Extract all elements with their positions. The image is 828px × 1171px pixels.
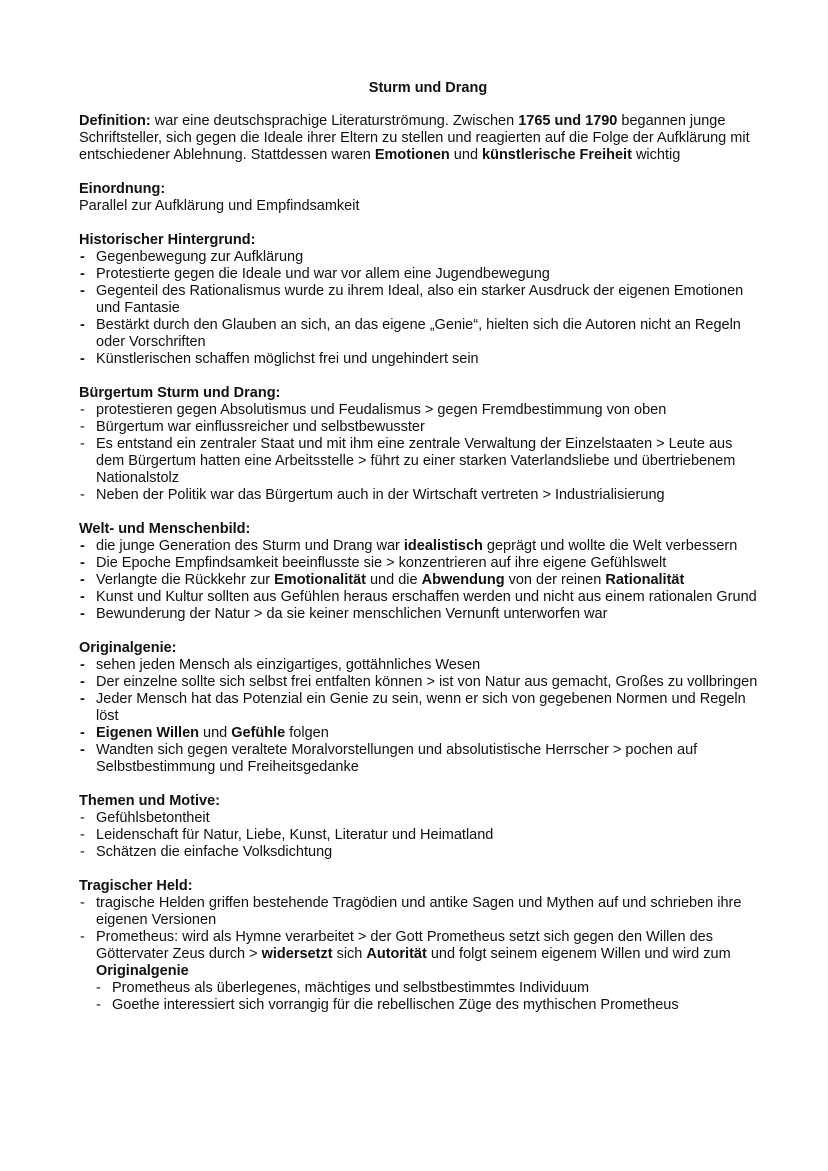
list-item: - Leidenschaft für Natur, Liebe, Kunst, Literatur und Heimatland [79, 827, 759, 844]
definition-text: begannen junge Schriftsteller, sich gegen die Ideale ihrer Eltern zu stellen und reagierten auf die Folge der Aufklärung mit entschiedener Ablehnung. Stattdessen waren [79, 113, 750, 163]
bullet-list [79, 895, 759, 980]
list-item [79, 929, 759, 980]
item-text: von der reinen [504, 572, 606, 588]
section-heading: Themen und Motive: [79, 793, 220, 809]
item-text: und [199, 725, 232, 741]
section-tragischer-held [79, 878, 759, 1014]
section-originalgenie [79, 640, 759, 776]
sub-list-item: - Prometheus als überlegenes, mächtiges und selbstbestimmtes Individuum [95, 980, 759, 997]
section-themen-motive [79, 793, 759, 861]
list-item: - sehen jeden Mensch als einzigartiges, gottähnliches Wesen [79, 657, 759, 674]
section-heading: Originalgenie: [79, 640, 177, 656]
item-text: und die [365, 572, 422, 588]
list-item [79, 725, 759, 742]
definition-text: war eine deutschsprachige Literaturströmung. Zwischen [150, 113, 519, 129]
section-heading: Tragischer Held: [79, 878, 193, 894]
list-item: - Bewunderung der Natur > da sie keiner menschlichen Vernunft unterworfen war [79, 606, 759, 623]
list-item: - Künstlerischen schaffen möglichst frei und ungehindert sein [79, 351, 759, 368]
definition-text: und [449, 147, 483, 163]
item-text: sich [332, 946, 367, 962]
item-text: Prometheus: wird als Hymne verarbeitet > der Gott Prometheus setzt sich gegen den Willen des Göttervater Zeus durch > [96, 929, 713, 962]
list-item: - Jeder Mensch hat das Potenzial ein Genie zu sein, wenn er sich von gegebenen Normen und Regeln löst [79, 691, 759, 725]
item-bold: Abwendung [421, 572, 505, 588]
list-item: - Neben der Politik war das Bürgertum auch in der Wirtschaft vertreten > Industrialisierung [79, 487, 759, 504]
definition-label: Definition: [79, 113, 151, 129]
list-item: - Schätzen die einfache Volksdichtung [79, 844, 759, 861]
list-item: - Es entstand ein zentraler Staat und mit ihm eine zentrale Verwaltung der Einzelstaaten > Leute aus dem Bürgertum hatten eine Arbeitsstelle > führt zu einer starken Vaterlandsliebe und übertriebenem Nationalstolz [79, 436, 759, 487]
section-heading: Einordnung: [79, 181, 166, 197]
definition-paragraph [79, 113, 759, 164]
list-item: - tragische Helden griffen bestehende Tragödien und antike Sagen und Mythen auf und schrieben ihre eigenen Versionen [79, 895, 759, 929]
list-item [79, 538, 759, 555]
bullet-list [79, 538, 759, 623]
list-item: - Der einzelne sollte sich selbst frei entfalten können > ist von Natur aus gemacht, Großes zu vollbringen [79, 674, 759, 691]
item-text: und folgt seinem eigenem Willen und wird zum [426, 946, 731, 962]
item-bold: Autorität [366, 946, 427, 962]
item-bold: Rationalität [605, 572, 685, 588]
list-item: - protestieren gegen Absolutismus und Feudalismus > gegen Fremdbestimmung von oben [79, 402, 759, 419]
section-heading: Historischer Hintergrund: [79, 232, 256, 248]
item-bold: Emotionalität [274, 572, 366, 588]
list-item: - Die Epoche Empfindsamkeit beeinflusste sie > konzentrieren auf ihre eigene Gefühlswelt [79, 555, 759, 572]
section-buergertum [79, 385, 759, 504]
item-bold: widersetzt [261, 946, 333, 962]
list-item: - Gefühlsbetontheit [79, 810, 759, 827]
einordnung-text: Parallel zur Aufklärung und Empfindsamkeit [79, 198, 360, 214]
bullet-list [79, 402, 759, 504]
list-item: - Bestärkt durch den Glauben an sich, an das eigene „Genie“, hielten sich die Autoren nicht an Regeln oder Vorschriften [79, 317, 759, 351]
list-item: - Kunst und Kultur sollten aus Gefühlen heraus erschaffen werden und nicht aus einem rationalen Grund [79, 589, 759, 606]
bullet-list [79, 810, 759, 861]
bullet-list [79, 657, 759, 776]
section-historischer-hintergrund [79, 232, 759, 368]
item-text: Verlangte die Rückkehr zur [96, 572, 275, 588]
section-welt-menschenbild [79, 521, 759, 623]
item-text: die junge Generation des Sturm und Drang war [96, 538, 404, 554]
definition-bold-years: 1765 und 1790 [518, 113, 618, 129]
section-heading: Welt- und Menschenbild: [79, 521, 251, 537]
definition-bold-emotionen: Emotionen [374, 147, 450, 163]
item-text: geprägt und wollte die Welt verbessern [482, 538, 738, 554]
bullet-list [79, 249, 759, 368]
definition-text: wichtig [631, 147, 681, 163]
list-item [79, 572, 759, 589]
definition-bold-freiheit: künstlerische Freiheit [482, 147, 632, 163]
item-bold: Originalgenie [96, 963, 189, 979]
list-item: - Gegenbewegung zur Aufklärung [79, 249, 759, 266]
sub-bullet-list [79, 980, 759, 1014]
section-heading: Bürgertum Sturm und Drang: [79, 385, 281, 401]
list-item: - Wandten sich gegen veraltete Moralvorstellungen und absolutistische Herrscher > pochen auf Selbstbestimmung und Freiheitsgedanke [79, 742, 759, 776]
list-item: - Protestierte gegen die Ideale und war vor allem eine Jugendbewegung [79, 266, 759, 283]
document-page [79, 78, 759, 1014]
list-item: - Gegenteil des Rationalismus wurde zu ihrem Ideal, also ein starker Ausdruck der eigenen Emotionen und Fantasie [79, 283, 759, 317]
item-bold: idealistisch [403, 538, 483, 554]
item-bold: Eigenen Willen [96, 725, 199, 741]
item-bold: Gefühle [231, 725, 286, 741]
page-title: Sturm und Drang [368, 80, 488, 96]
item-text: folgen [285, 725, 329, 741]
sub-list-item: - Goethe interessiert sich vorrangig für die rebellischen Züge des mythischen Prometheus [95, 997, 759, 1014]
list-item: - Bürgertum war einflussreicher und selbstbewusster [79, 419, 759, 436]
section-einordnung [79, 181, 759, 215]
